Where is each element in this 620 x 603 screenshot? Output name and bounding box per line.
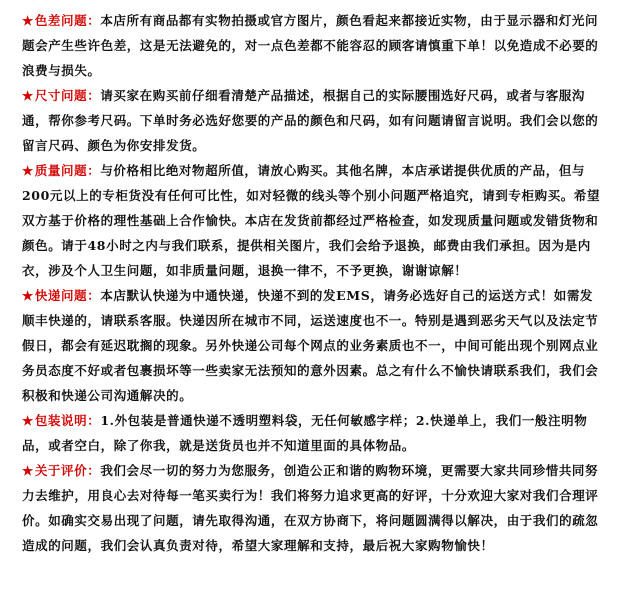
notice-packaging [22,408,606,458]
notice-colon: ： [87,163,101,178]
notice-colon: ： [87,288,101,303]
notice-reviews [22,458,606,558]
notice-size [22,83,606,158]
notice-label: 色差问题 [34,13,88,28]
star-icon: ★ [22,463,34,478]
star-icon: ★ [22,13,34,28]
notice-text: 我们会尽一切的努力为您服务，创造公正和谐的购物环境，更需要大家共同珍惜共同努力去维护，用良心去对待每一笔买卖行为！我们将努力追求更高的好评，十分欢迎大家对我们合理评价。如确实交易出现了问题，请先取得沟通，在双方协商下，将问题圆满得以解决，由于我们的疏忽造成的问题，我们会认真负责对待，希望大家理解和支持，最后祝大家购物愉快！ [22,463,599,553]
notice-label: 关于评价 [34,463,88,478]
notice-text: 本店所有商品都有实物拍摄或官方图片，颜色看起来都接近实物，由于显示器和灯光问题会产生些许色差，这是无法避免的，对一点色差都不能容忍的顾客请慎重下单！以免造成不必要的浪费与损失。 [22,13,599,78]
notice-text: 请买家在购买前仔细看清楚产品描述，根据自己的实际腰围选好尺码，或者与客服沟通，帮你参考尺码。下单时务必选好您要的产品的颜色和尺码，如有问题请留言说明。我们会以您的留言尺码、颜色为你安排发货。 [22,88,599,153]
notice-shipping [22,283,606,408]
notice-label: 快递问题 [34,288,88,303]
star-icon: ★ [22,88,34,103]
star-icon: ★ [22,163,34,178]
notice-colon: ： [87,413,101,428]
notice-text: 1.外包装是普通快递不透明塑料袋，无任何敏感字样；2.快递单上，我们一般注明物品，或者空白，除了你我，就是送货员也并不知道里面的具体物品。 [22,413,588,453]
notice-text: 本店默认快递为中通快递，快递不到的发EMS，请务必选好自己的运送方式！如需发顺丰快递的，请联系客服。快递因所在城市不同，运送速度也不一。特别是遇到恶劣天气以及法定节假日，都会有延迟耽搁的现象。另外快递公司每个网点的业务素质也不一，中间可能出现个别网点业务员态度不好或者包裹损坏等一些卖家无法预知的意外因素。总之有什么不愉快请联系我们，我们会积极和快递公司沟通解决的。 [22,288,599,403]
notice-text: 与价格相比绝对物超所值，请放心购买。其他名牌，本店承诺提供优质的产品，但与200元以上的专柜货没有任何可比性，如对轻微的线头等个别小问题严格追究，请到专柜购买。希望双方基于价格的理性基础上合作愉快。本店在发货前都经过严格检查，如发现质量问题或发错货物和颜色。请于48小时之内与我们联系，提供相关图片，我们会给予退换，邮费由我们承担。因为是内衣，涉及个人卫生问题，如非质量问题，退换一律不，不予更换，谢谢谅解！ [22,163,601,278]
star-icon: ★ [22,288,34,303]
notice-label: 尺寸问题 [34,88,88,103]
star-icon: ★ [22,413,34,428]
notice-colon: ： [87,463,101,478]
notice-label: 包装说明 [34,413,88,428]
notice-colon: ： [87,88,101,103]
notice-label: 质量问题 [34,163,88,178]
notice-quality [22,158,606,283]
notice-colon: ： [87,13,101,28]
notice-color-difference [22,8,606,83]
